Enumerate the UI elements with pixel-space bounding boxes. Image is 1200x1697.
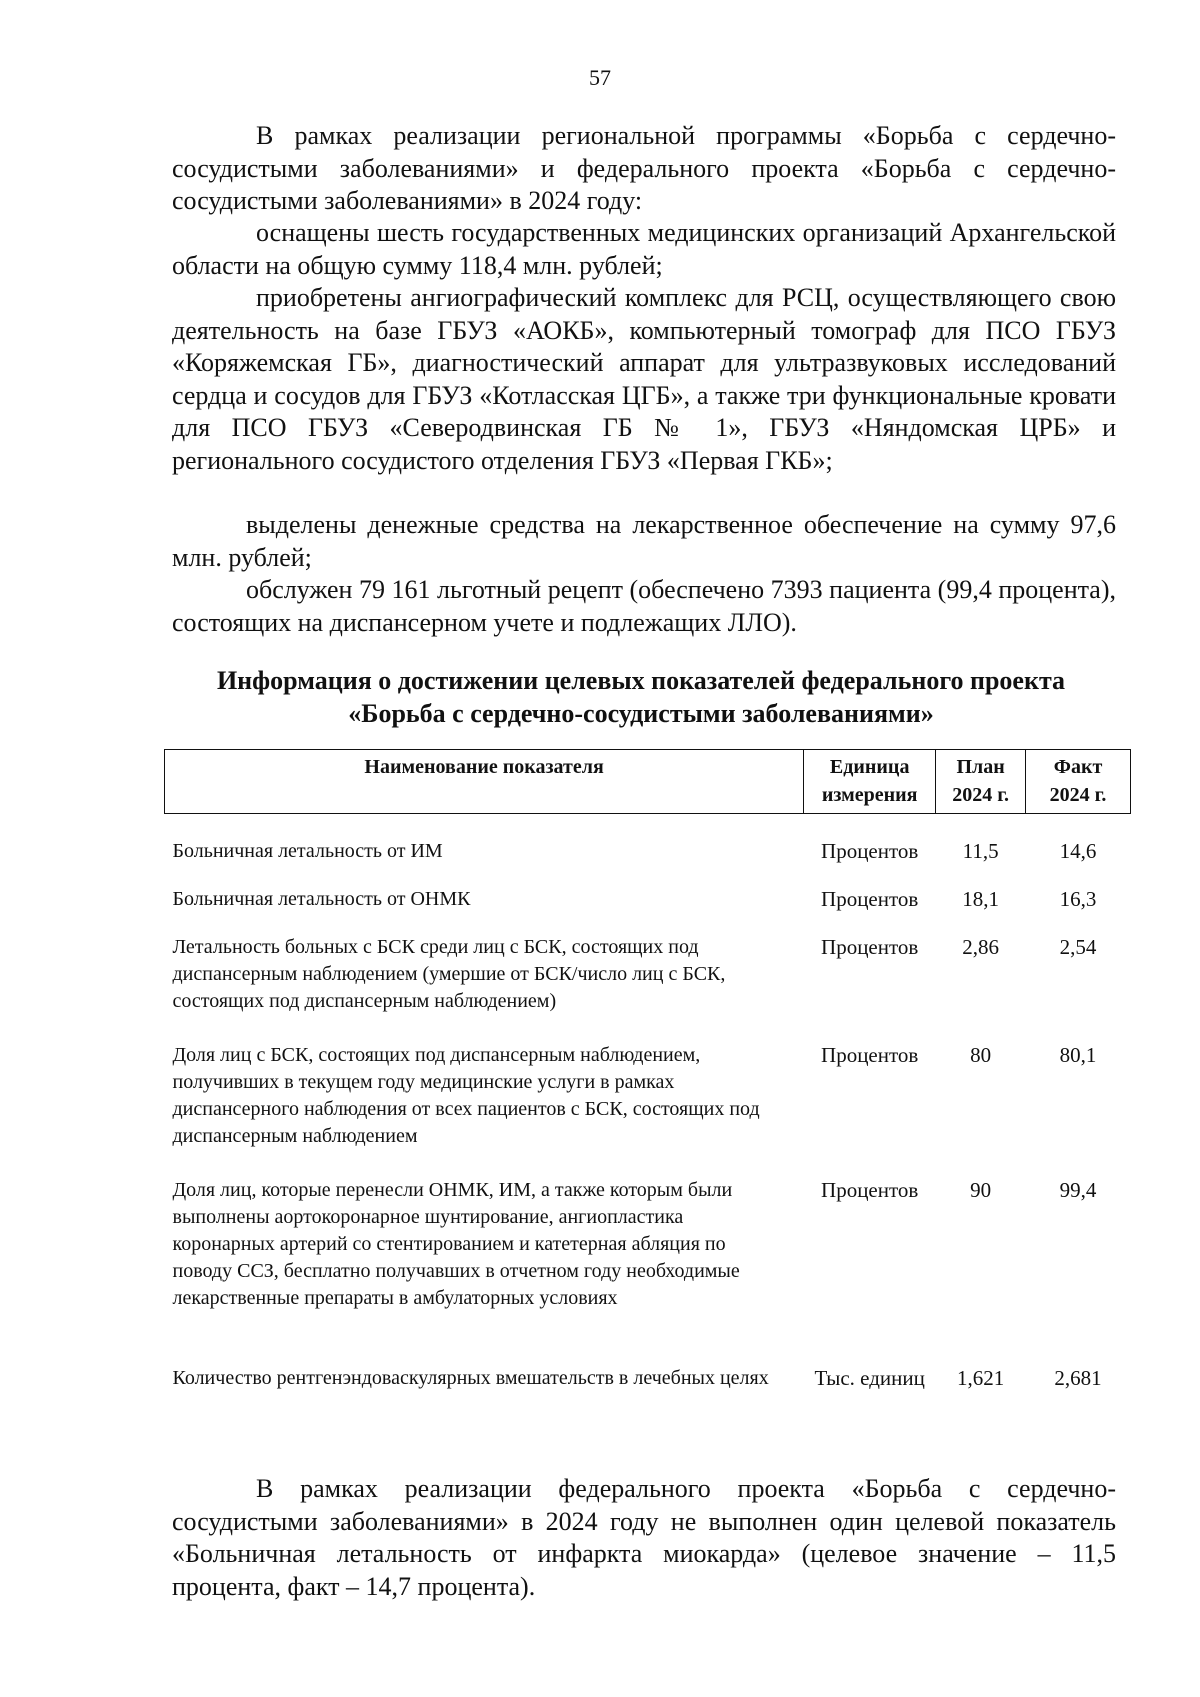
paragraph-conclusion: В рамках реализации федерального проекта «Борьба с сердечно-сосудистыми заболеваниями» в 2024 году не выполнен один целевой показатель «Больничная летальность от инфаркта миокарда» (целевое значение – 11,5 процента, факт – 14,7 процента). xyxy=(172,1474,1116,1601)
indicator-unit: Процентов xyxy=(821,935,919,959)
table-row xyxy=(165,886,1131,934)
paragraph-funds: выделены денежные средства на лекарственное обеспечение на сумму 97,6 млн. рублей; xyxy=(172,510,1116,572)
paragraph-equipped: оснащены шесть государственных медицинских организаций Архангельской области на общую сумму 118,4 млн. рублей; xyxy=(172,218,1116,280)
indicator-name: Количество рентгенэндоваскулярных вмешательств в лечебных целях xyxy=(172,1367,769,1389)
indicator-fact: 2,681 xyxy=(1054,1366,1102,1390)
indicator-fact: 99,4 xyxy=(1059,1178,1097,1202)
indicator-unit: Процентов xyxy=(821,1178,919,1202)
indicator-unit: Процентов xyxy=(821,887,919,911)
indicator-plan: 1,621 xyxy=(956,1366,1005,1390)
header-plan xyxy=(936,750,1026,814)
table-row xyxy=(165,934,1131,1042)
indicator-unit: Процентов xyxy=(821,1043,919,1067)
indicator-unit: Тыс. единиц xyxy=(814,1366,925,1390)
section-heading-line1: Информация о достижении целевых показателей федерального проекта xyxy=(216,666,1066,695)
table-row xyxy=(165,1365,1131,1425)
indicator-name: Летальность больных с БСК среди лиц с БСК, состоящих под диспансерным наблюдением (умершие от БСК/число лиц с БСК, состоящих под диспансерным наблюдением) xyxy=(172,936,726,1012)
table-row xyxy=(165,1042,1131,1177)
indicator-plan: 90 xyxy=(970,1178,992,1202)
header-unit xyxy=(804,750,936,814)
indicator-name: Больничная летальность от ИМ xyxy=(172,840,443,862)
section-heading xyxy=(160,664,1122,730)
header-fact xyxy=(1026,750,1131,814)
header-name: Наименование показателя xyxy=(165,750,804,814)
header-plan-line2: 2024 г. xyxy=(952,784,1010,806)
table-header xyxy=(165,750,1131,814)
indicator-plan: 18,1 xyxy=(962,887,999,911)
paragraph-intro: В рамках реализации региональной программы «Борьба с сердечно-сосудистыми заболеваниями» и федерального проекта «Борьба с сердечно-сосудистыми заболеваниями» в 2024 году: xyxy=(172,121,1116,215)
header-fact-line1: Факт xyxy=(1053,756,1103,778)
table-row xyxy=(165,838,1131,886)
section-heading-line2: «Борьба с сердечно-сосудистыми заболеваниями» xyxy=(348,699,934,728)
indicator-fact: 14,6 xyxy=(1059,839,1097,863)
indicator-table xyxy=(164,749,1131,1425)
page-number: 57 xyxy=(589,65,611,90)
indicator-fact: 2,54 xyxy=(1059,935,1097,959)
indicator-plan: 11,5 xyxy=(962,839,999,863)
indicator-fact: 80,1 xyxy=(1059,1043,1097,1067)
header-unit-line1: Единица xyxy=(829,756,910,778)
indicator-name: Больничная летальность от ОНМК xyxy=(172,888,471,910)
indicator-plan: 2,86 xyxy=(962,935,999,959)
indicator-fact: 16,3 xyxy=(1059,887,1097,911)
indicator-name: Доля лиц с БСК, состоящих под диспансерным наблюдением, получивших в текущем году медицинские услуги в рамках диспансерного наблюдения от всех пациентов с БСК, состоящих под диспансерным наблюдением xyxy=(172,1044,760,1147)
header-fact-line2: 2024 г. xyxy=(1049,784,1107,806)
table-spacer xyxy=(165,814,1131,839)
indicator-unit: Процентов xyxy=(821,839,919,863)
indicator-name: Доля лиц, которые перенесли ОНМК, ИМ, а также которым были выполнены аортокоронарное шунтирование, ангиопластика коронарных артерий со стентированием и катетерная абляция по поводу ССЗ, бесплатно получавших в отчетном году необходимые лекарственные препараты в амбулаторных условиях xyxy=(172,1179,740,1309)
table-row xyxy=(165,1177,1131,1365)
header-unit-line2: измерения xyxy=(821,784,918,806)
header-plan-line1: План xyxy=(956,756,1005,778)
paragraph-prescriptions: обслужен 79 161 льготный рецепт (обеспечено 7393 пациента (99,4 процента), состоящих на диспансерном учете и подлежащих ЛЛО). xyxy=(172,575,1116,637)
paragraph-purchased: приобретены ангиографический комплекс для РСЦ, осуществляющего свою деятельность на базе ГБУЗ «АОКБ», компьютерный томограф для ПСО ГБУЗ «Коряжемская ГБ», диагностический аппарат для ультразвуковых исследований сердца и сосудов для ГБУЗ «Котласская ЦГБ», а также три функциональные кровати для ПСО ГБУЗ «Северодвинская ГБ № 1», ГБУЗ «Няндомская ЦРБ» и регионального сосудистого отделения ГБУЗ «Первая ГКБ»; xyxy=(172,283,1116,475)
indicator-plan: 80 xyxy=(970,1043,992,1067)
